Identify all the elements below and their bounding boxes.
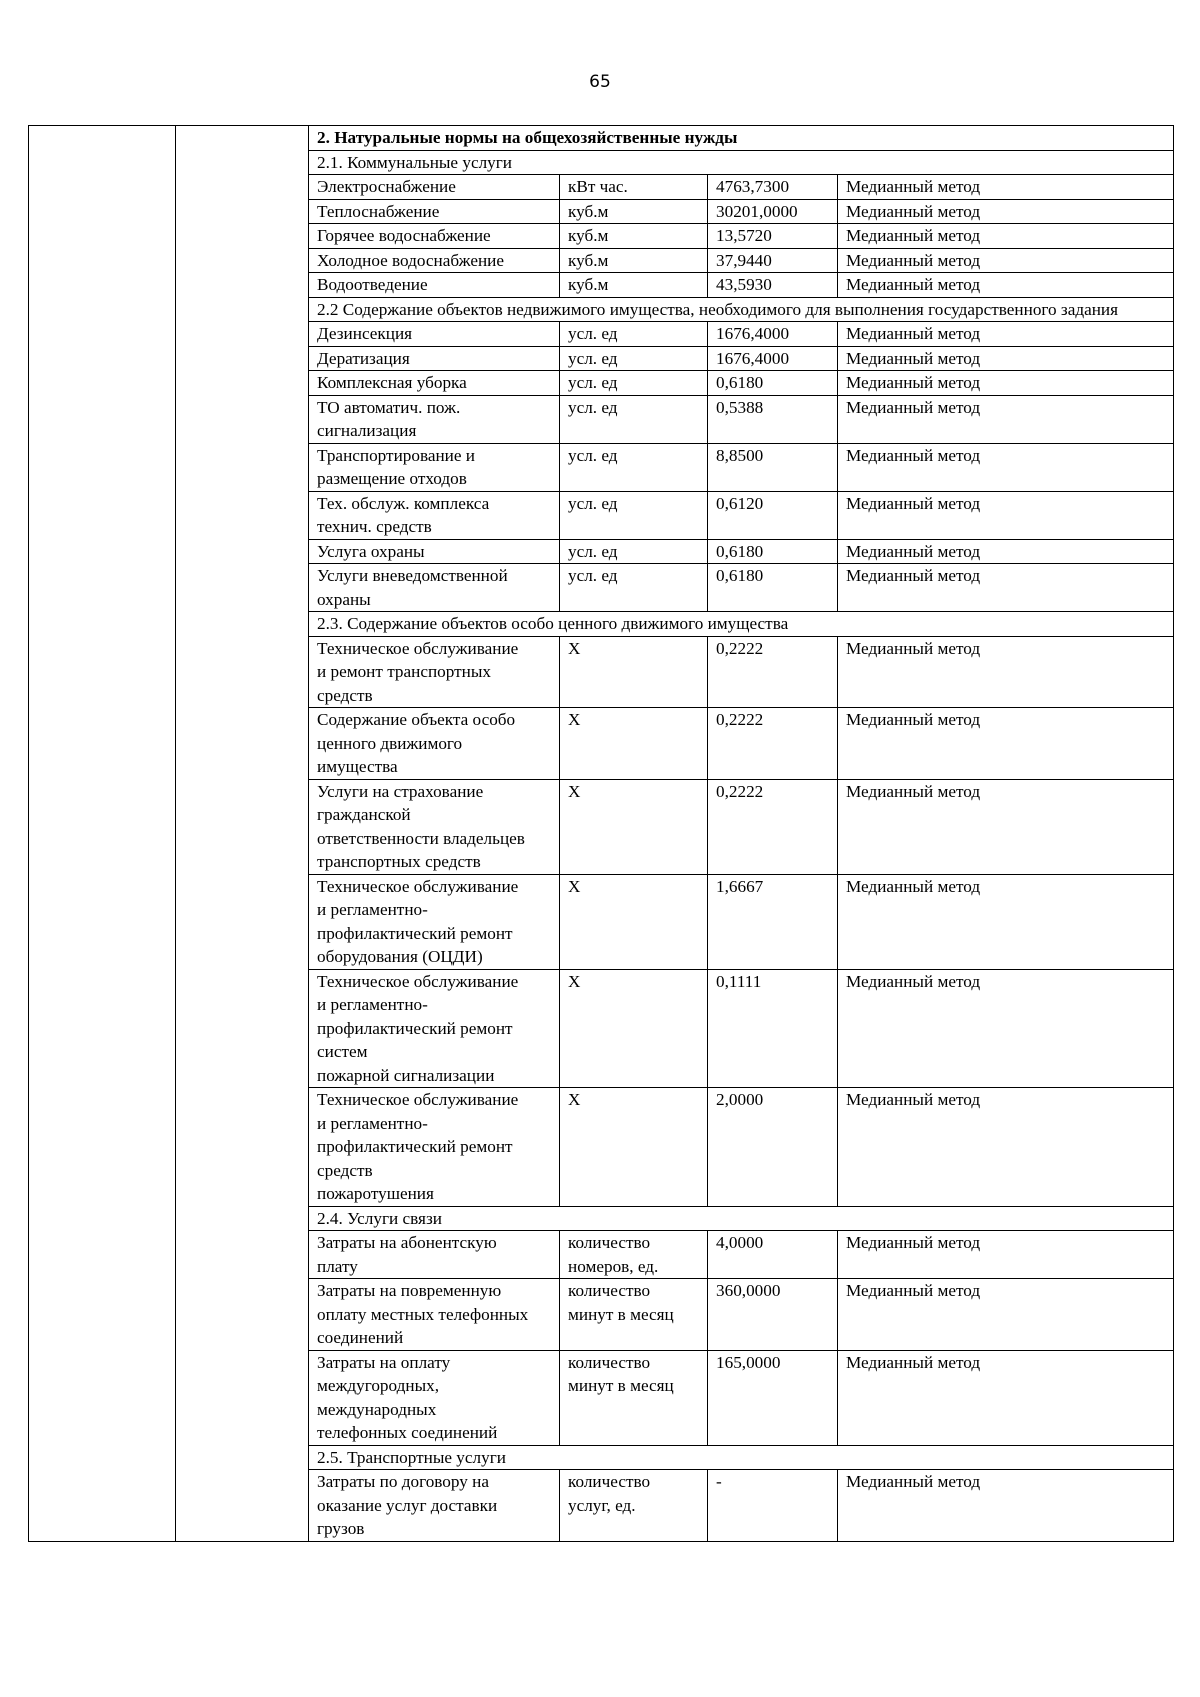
method-cell: Медианный метод	[838, 874, 1174, 969]
item-name-cell: Техническое обслуживание и ремонт транспортных средств	[309, 636, 560, 708]
method-cell: Медианный метод	[838, 539, 1174, 564]
method-cell: Медианный метод	[838, 395, 1174, 443]
item-name-cell: Дератизация	[309, 346, 560, 371]
item-name-cell: Затраты по договору на оказание услуг доставки грузов	[309, 1470, 560, 1542]
page-number: 65	[589, 72, 611, 92]
item-name-cell: Техническое обслуживание и регламентно- профилактический ремонт оборудования (ОЦДИ)	[309, 874, 560, 969]
method-cell: Медианный метод	[838, 371, 1174, 396]
value-cell: 1676,4000	[708, 346, 838, 371]
value-cell: 4,0000	[708, 1231, 838, 1279]
unit-cell: усл. ед	[560, 539, 708, 564]
unit-cell: усл. ед	[560, 346, 708, 371]
value-cell: 0,2222	[708, 779, 838, 874]
method-cell: Медианный метод	[838, 564, 1174, 612]
value-cell: 0,6180	[708, 564, 838, 612]
unit-cell: количество номеров, ед.	[560, 1231, 708, 1279]
item-name-cell: Затраты на оплату междугородных, международных телефонных соединений	[309, 1350, 560, 1445]
item-name-cell: Горячее водоснабжение	[309, 224, 560, 249]
value-cell: 0,5388	[708, 395, 838, 443]
section-heading: 2.1. Коммунальные услуги	[309, 150, 1174, 175]
value-cell: 1,6667	[708, 874, 838, 969]
value-cell: -	[708, 1470, 838, 1542]
method-cell: Медианный метод	[838, 1231, 1174, 1279]
method-cell: Медианный метод	[838, 779, 1174, 874]
value-cell: 0,1111	[708, 969, 838, 1088]
item-name-cell: ТО автоматич. пож. сигнализация	[309, 395, 560, 443]
value-cell: 0,2222	[708, 708, 838, 780]
item-name-cell: Электроснабжение	[309, 175, 560, 200]
method-cell: Медианный метод	[838, 1279, 1174, 1351]
method-cell: Медианный метод	[838, 346, 1174, 371]
item-name-cell: Комплексная уборка	[309, 371, 560, 396]
unit-cell: количество услуг, ед.	[560, 1470, 708, 1542]
unit-cell: усл. ед	[560, 564, 708, 612]
method-cell: Медианный метод	[838, 1088, 1174, 1207]
value-cell: 13,5720	[708, 224, 838, 249]
unit-cell: X	[560, 708, 708, 780]
unit-cell: X	[560, 636, 708, 708]
unit-cell: количество минут в месяц	[560, 1350, 708, 1445]
method-cell: Медианный метод	[838, 1350, 1174, 1445]
item-name-cell: Техническое обслуживание и регламентно- профилактический ремонт средств пожаротушения	[309, 1088, 560, 1207]
value-cell: 4763,7300	[708, 175, 838, 200]
value-cell: 30201,0000	[708, 199, 838, 224]
section-heading: 2.2 Содержание объектов недвижимого имущества, необходимого для выполнения государственного задания	[309, 297, 1174, 322]
value-cell: 37,9440	[708, 248, 838, 273]
unit-cell: усл. ед	[560, 395, 708, 443]
method-cell: Медианный метод	[838, 491, 1174, 539]
item-name-cell: Затраты на повременную оплату местных телефонных соединений	[309, 1279, 560, 1351]
unit-cell: количество минут в месяц	[560, 1279, 708, 1351]
unit-cell: усл. ед	[560, 491, 708, 539]
unit-cell: кВт час.	[560, 175, 708, 200]
title-row	[29, 126, 1174, 151]
unit-cell: куб.м	[560, 199, 708, 224]
method-cell: Медианный метод	[838, 708, 1174, 780]
unit-cell: куб.м	[560, 224, 708, 249]
unit-cell: X	[560, 969, 708, 1088]
value-cell: 165,0000	[708, 1350, 838, 1445]
value-cell: 0,6120	[708, 491, 838, 539]
unit-cell: X	[560, 874, 708, 969]
item-name-cell: Техническое обслуживание и регламентно- профилактический ремонт систем пожарной сигнализации	[309, 969, 560, 1088]
norms-table	[28, 125, 1174, 1542]
method-cell: Медианный метод	[838, 224, 1174, 249]
unit-cell: усл. ед	[560, 322, 708, 347]
item-name-cell: Теплоснабжение	[309, 199, 560, 224]
item-name-cell: Услуги на страхование гражданской ответственности владельцев транспортных средств	[309, 779, 560, 874]
unit-cell: усл. ед	[560, 443, 708, 491]
value-cell: 43,5930	[708, 273, 838, 298]
method-cell: Медианный метод	[838, 248, 1174, 273]
method-cell: Медианный метод	[838, 322, 1174, 347]
value-cell: 0,2222	[708, 636, 838, 708]
section-heading: 2.4. Услуги связи	[309, 1206, 1174, 1231]
item-name-cell: Услуги вневедомственной охраны	[309, 564, 560, 612]
item-name-cell: Водоотведение	[309, 273, 560, 298]
item-name-cell: Затраты на абонентскую плату	[309, 1231, 560, 1279]
unit-cell: куб.м	[560, 248, 708, 273]
unit-cell: куб.м	[560, 273, 708, 298]
value-cell: 0,6180	[708, 371, 838, 396]
unit-cell: X	[560, 1088, 708, 1207]
method-cell: Медианный метод	[838, 199, 1174, 224]
item-name-cell: Тех. обслуж. комплекса технич. средств	[309, 491, 560, 539]
unit-cell: усл. ед	[560, 371, 708, 396]
value-cell: 360,0000	[708, 1279, 838, 1351]
method-cell: Медианный метод	[838, 175, 1174, 200]
item-name-cell: Транспортирование и размещение отходов	[309, 443, 560, 491]
method-cell: Медианный метод	[838, 273, 1174, 298]
table-title: 2. Натуральные нормы на общехозяйственные нужды	[309, 126, 1174, 151]
method-cell: Медианный метод	[838, 1470, 1174, 1542]
item-name-cell: Услуга охраны	[309, 539, 560, 564]
left-empty-cell-a	[29, 126, 176, 1542]
value-cell: 0,6180	[708, 539, 838, 564]
method-cell: Медианный метод	[838, 443, 1174, 491]
left-empty-cell-b	[176, 126, 309, 1542]
unit-cell: X	[560, 779, 708, 874]
value-cell: 8,8500	[708, 443, 838, 491]
method-cell: Медианный метод	[838, 636, 1174, 708]
section-heading: 2.3. Содержание объектов особо ценного движимого имущества	[309, 612, 1174, 637]
item-name-cell: Холодное водоснабжение	[309, 248, 560, 273]
item-name-cell: Дезинсекция	[309, 322, 560, 347]
section-heading: 2.5. Транспортные услуги	[309, 1445, 1174, 1470]
item-name-cell: Содержание объекта особо ценного движимого имущества	[309, 708, 560, 780]
value-cell: 1676,4000	[708, 322, 838, 347]
method-cell: Медианный метод	[838, 969, 1174, 1088]
value-cell: 2,0000	[708, 1088, 838, 1207]
